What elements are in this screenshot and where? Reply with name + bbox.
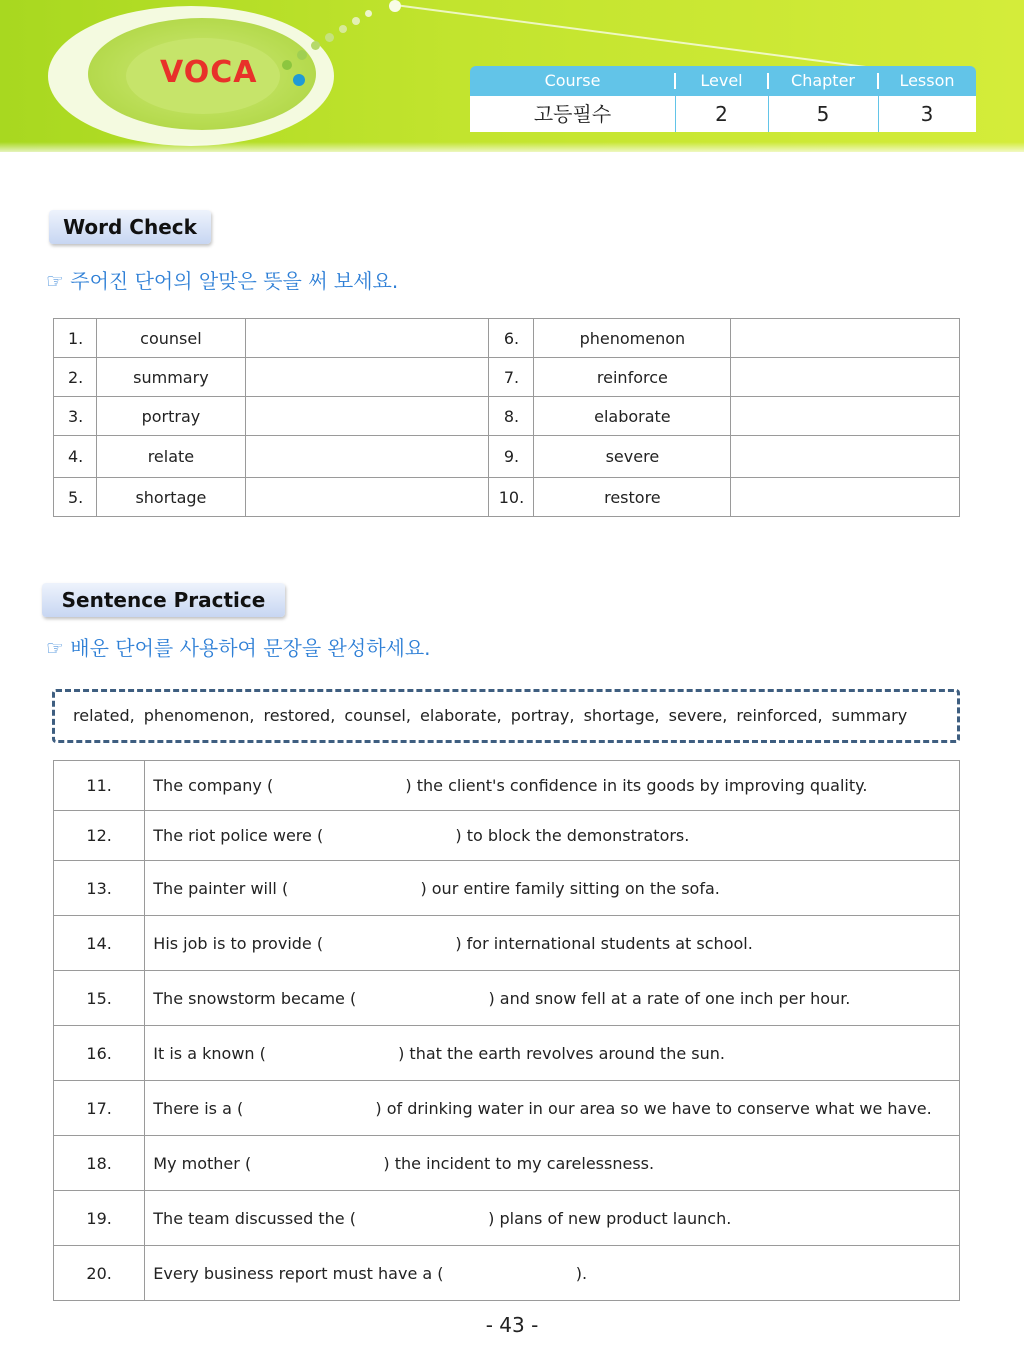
level-header: Level [700,71,743,90]
course-value: 고등필수 [533,102,612,126]
answer-cell[interactable] [731,319,960,358]
table-row [54,1191,960,1246]
answer-cell[interactable] [245,436,489,478]
sentence-practice-title: Sentence Practice [42,583,285,617]
item-number: 11. [54,761,145,811]
item-number: 2. [54,358,97,397]
table-row [54,358,960,397]
chapter-header: Chapter [791,71,855,90]
table-row [54,397,960,436]
answer-cell[interactable] [245,478,489,517]
decor-dot [352,17,360,25]
course-info-table [470,66,976,132]
sentence-text: It is a known ( ) that the earth revolves around the sun. [145,1026,960,1081]
item-number: 7. [489,358,534,397]
item-number: 14. [54,916,145,971]
sentence-text: His job is to provide ( ) for international students at school. [145,916,960,971]
table-row [54,761,960,811]
header-decor-line [395,4,871,69]
decor-dot [389,0,401,12]
table-row [54,478,960,517]
item-number: 18. [54,1136,145,1191]
decor-dot [339,25,347,33]
word-check-instruction: ☞ 주어진 단어의 알맞은 뜻을 써 보세요. [46,269,399,293]
header-divider [674,73,676,89]
item-number: 15. [54,971,145,1026]
decor-dot [365,10,372,17]
vocab-word: relate [96,436,245,478]
sentence-table [53,760,960,1301]
sentence-text: The painter will ( ) our entire family sitting on the sofa. [145,861,960,916]
table-row [54,811,960,861]
chapter-value: 5 [816,102,830,126]
vocab-word: phenomenon [534,319,731,358]
decor-dot [311,41,320,50]
vocab-word: reinforce [534,358,731,397]
sentence-text: Every business report must have a ( ). [145,1246,960,1301]
header-divider [767,73,769,89]
table-row [54,1136,960,1191]
decor-dot [293,74,305,86]
table-row [54,971,960,1026]
lesson-value: 3 [920,102,934,126]
vocab-word: severe [534,436,731,478]
lesson-header: Lesson [899,71,955,90]
vocab-word: restore [534,478,731,517]
answer-cell[interactable] [245,358,489,397]
vocab-word: summary [96,358,245,397]
page-number: - 43 - [485,1313,539,1337]
vocab-word: shortage [96,478,245,517]
header-fade [0,142,1024,152]
decor-dot [282,60,292,70]
answer-cell[interactable] [731,358,960,397]
item-number: 3. [54,397,97,436]
answer-cell[interactable] [245,397,489,436]
table-row [54,1246,960,1301]
vocab-word: counsel [96,319,245,358]
item-number: 17. [54,1081,145,1136]
sentence-text: The team discussed the ( ) plans of new product launch. [145,1191,960,1246]
answer-cell[interactable] [731,397,960,436]
item-number: 6. [489,319,534,358]
table-row [54,916,960,971]
page-header [0,0,1024,152]
answer-cell[interactable] [731,478,960,517]
table-row [54,1081,960,1136]
item-number: 13. [54,861,145,916]
sentence-practice-instruction: ☞ 배운 단어를 사용하여 문장을 완성하세요. [46,636,431,660]
word-check-title: Word Check [49,210,211,244]
item-number: 16. [54,1026,145,1081]
item-number: 1. [54,319,97,358]
word-bank-list: related, phenomenon, restored, counsel, elaborate, portray, shortage, severe, reinforced, summary [73,706,908,725]
sentence-text: My mother ( ) the incident to my carelessness. [145,1136,960,1191]
answer-cell[interactable] [245,319,489,358]
item-number: 4. [54,436,97,478]
level-value: 2 [715,102,728,126]
vocab-word: portray [96,397,245,436]
header-divider [877,73,879,89]
sentence-text: There is a ( ) of drinking water in our area so we have to conserve what we have. [145,1081,960,1136]
table-row [54,1026,960,1081]
decor-dot [297,50,307,60]
word-bank [52,689,960,743]
item-number: 9. [489,436,534,478]
sentence-text: The company ( ) the client's confidence in its goods by improving quality. [145,761,960,811]
item-number: 19. [54,1191,145,1246]
table-row [54,436,960,478]
word-check-table [53,318,960,517]
item-number: 12. [54,811,145,861]
sentence-text: The snowstorm became ( ) and snow fell at a rate of one inch per hour. [145,971,960,1026]
item-number: 20. [54,1246,145,1301]
answer-cell[interactable] [731,436,960,478]
table-row [54,319,960,358]
item-number: 10. [489,478,534,517]
vocab-word: elaborate [534,397,731,436]
item-number: 8. [489,397,534,436]
sentence-text: The riot police were ( ) to block the demonstrators. [145,811,960,861]
decor-dot [325,33,334,42]
item-number: 5. [54,478,97,517]
table-row [54,861,960,916]
course-header: Course [544,71,601,90]
voca-logo: VOCA [160,55,258,90]
